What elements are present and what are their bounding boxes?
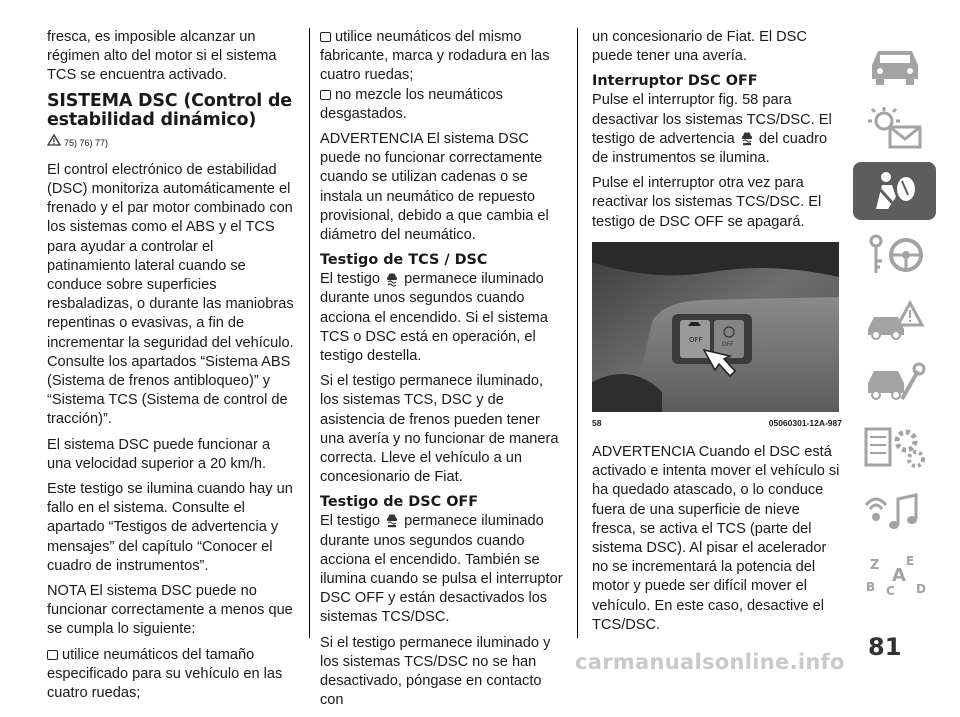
figure-number: 58 xyxy=(592,417,602,428)
svg-text:A: A xyxy=(891,565,906,586)
svg-text:B: B xyxy=(865,580,875,594)
bullet-box-icon xyxy=(320,90,331,100)
tab-index[interactable] xyxy=(853,546,936,604)
tab-technical-data[interactable] xyxy=(853,418,936,476)
tab-maintenance[interactable] xyxy=(853,354,936,412)
stuck-vehicle-warning: ADVERTENCIA Cuando el DSC está activado e intenta mover el vehículo si ha quedado atascado, o lo conduce fuera de una superficie de nieve fresca, se activa el TCS (parte del sistema DSC). Al pisar el acelerador no se incrementará la potencia del motor y puede ser difícil mover el vehículo. En este caso, desactive el TCS/DSC. xyxy=(592,444,840,633)
dsc-description: El control electrónico de estabilidad (DSC) monitoriza automáticamente el frenado y el par motor combinado con los sistemas como el ABS y el TCS para ayudar a controlar el patinamiento lateral cuando se conduce sobre superficies resbaladizas, o durante las maniobras repentinas o evasivas, a fin de incrementar la seguridad del vehículo. Consulte los apartados “Sistema ABS (Sistema de frenos antibloqueo)” y “Sistema TCS (Sistema de control de tracción)”. xyxy=(47,161,294,428)
tcs-dsc-paragraph: El testigo permanece iluminado durante unos segundos cuando acciona el encendido. Si el sistema TCS o DSC está en operación, el testigo destella. xyxy=(320,271,548,365)
bullet-item: utilice neumáticos del tamaño especificado para su vehículo en las cuatro ruedas; xyxy=(47,646,283,702)
tab-warning-lights[interactable] xyxy=(853,98,936,156)
skid-car-icon xyxy=(385,270,399,286)
column-3 xyxy=(592,28,842,641)
seatbelt-airbag-icon xyxy=(862,167,928,215)
gears-icon xyxy=(862,423,928,471)
tab-safety[interactable] xyxy=(853,162,936,220)
tcs-fault-paragraph: Si el testigo permanece iluminado, los sistemas TCS, DSC y de asistencia de frenos pueden tener una avería y no funcionar de manera correcta. Lleve el vehículo a un concesionario de Fiat. xyxy=(320,373,559,486)
dsc-off-icon xyxy=(740,130,754,146)
svg-text:D: D xyxy=(915,582,926,596)
warning-triangle-icon xyxy=(47,134,61,153)
figure-caption xyxy=(592,414,842,433)
section-heading: SISTEMA DSC (Control de estabilidad dinámico) xyxy=(47,90,292,130)
tab-emergency[interactable] xyxy=(853,290,936,348)
bullet-item: no mezcle los neumáticos desgastados. xyxy=(320,86,503,122)
car-front-icon xyxy=(862,41,928,89)
dsc-off-icon xyxy=(385,512,399,528)
references-text: 75) 76) 77) xyxy=(64,137,109,148)
page-number: 81 xyxy=(868,633,902,661)
column-1 xyxy=(47,28,297,709)
bullet-item: utilice neumáticos del mismo fabricante, marca y rodadura en las cuatro ruedas; xyxy=(320,29,550,84)
column-divider xyxy=(577,28,578,638)
svg-text:OFF: OFF xyxy=(689,335,703,344)
switch-heading: Interruptor DSC OFF xyxy=(592,73,758,90)
dsc-off-heading: Testigo de DSC OFF xyxy=(320,494,479,511)
chains-warning: ADVERTENCIA El sistema DSC puede no funcionar correctamente cuando se utilizan cadenas o se instala un neumático de repuesto provisional, debido a que cambia el diámetro del neumático. xyxy=(320,131,549,244)
watermark: carmanualsonline.info xyxy=(575,650,845,674)
fault-note: Este testigo se ilumina cuando hay un fallo en el sistema. Consulte el apartado “Testigos de advertencia y mensajes” del capítulo “Conocer el cuadro de instrumentos”. xyxy=(47,481,293,574)
music-signal-icon xyxy=(862,487,928,535)
dsc-off-fault-paragraph: Si el testigo permanece iluminado y los sistemas TCS/DSC no se han desactivado, póngase en contacto con xyxy=(320,634,551,709)
reactivate-paragraph: Pulse el interruptor otra vez para reactivar los sistemas TCS/DSC. El testigo de DSC OFF se apagará. xyxy=(592,175,822,230)
breakdown-icon xyxy=(862,295,928,343)
dsc-switch-photo xyxy=(592,242,839,412)
column-2 xyxy=(320,28,565,717)
lights-envelope-icon xyxy=(862,103,928,151)
bullet-box-icon xyxy=(320,32,331,42)
dsc-off-paragraph: El testigo permanece iluminado durante unos segundos cuando acciona el encendido. También se ilumina cuando se pulsa el interruptor DSC OFF y están desactivados los sistemas TCS/DSC. xyxy=(320,513,563,626)
note-conditions: NOTA El sistema DSC puede no funcionar correctamente a menos que se cumpla lo siguiente: xyxy=(47,583,293,638)
figure-code: 05060301-12A-987 xyxy=(768,417,842,428)
wrench-car-icon xyxy=(862,359,928,407)
bullet-box-icon xyxy=(47,650,58,660)
alphabet-index-icon xyxy=(862,551,928,599)
warning-references xyxy=(47,134,297,153)
svg-text:Z: Z xyxy=(869,558,879,573)
intro-paragraph: fresca, es imposible alcanzar un régimen alto del motor si el sistema TCS se encuentra activado. xyxy=(47,29,277,84)
continuation-paragraph: un concesionario de Fiat. El DSC puede tener una avería. xyxy=(592,29,807,65)
tcs-dsc-heading: Testigo de TCS / DSC xyxy=(320,252,488,269)
svg-text:C: C xyxy=(885,584,895,598)
switch-paragraph: Pulse el interruptor fig. 58 para desactivar los sistemas TCS/DSC. El testigo de advertencia del cuadro de instrumentos se ilumina. xyxy=(592,92,832,167)
column-divider xyxy=(309,28,310,638)
tab-multimedia[interactable] xyxy=(853,482,936,540)
key-wheel-icon xyxy=(862,231,928,279)
tab-car-overview[interactable] xyxy=(853,36,936,94)
svg-text:E: E xyxy=(905,554,914,568)
tab-starting-driving[interactable] xyxy=(853,226,936,284)
speed-note: El sistema DSC puede funcionar a una velocidad superior a 20 km/h. xyxy=(47,436,271,472)
chapter-sidebar xyxy=(853,36,936,606)
svg-text:OFF: OFF xyxy=(722,340,734,348)
